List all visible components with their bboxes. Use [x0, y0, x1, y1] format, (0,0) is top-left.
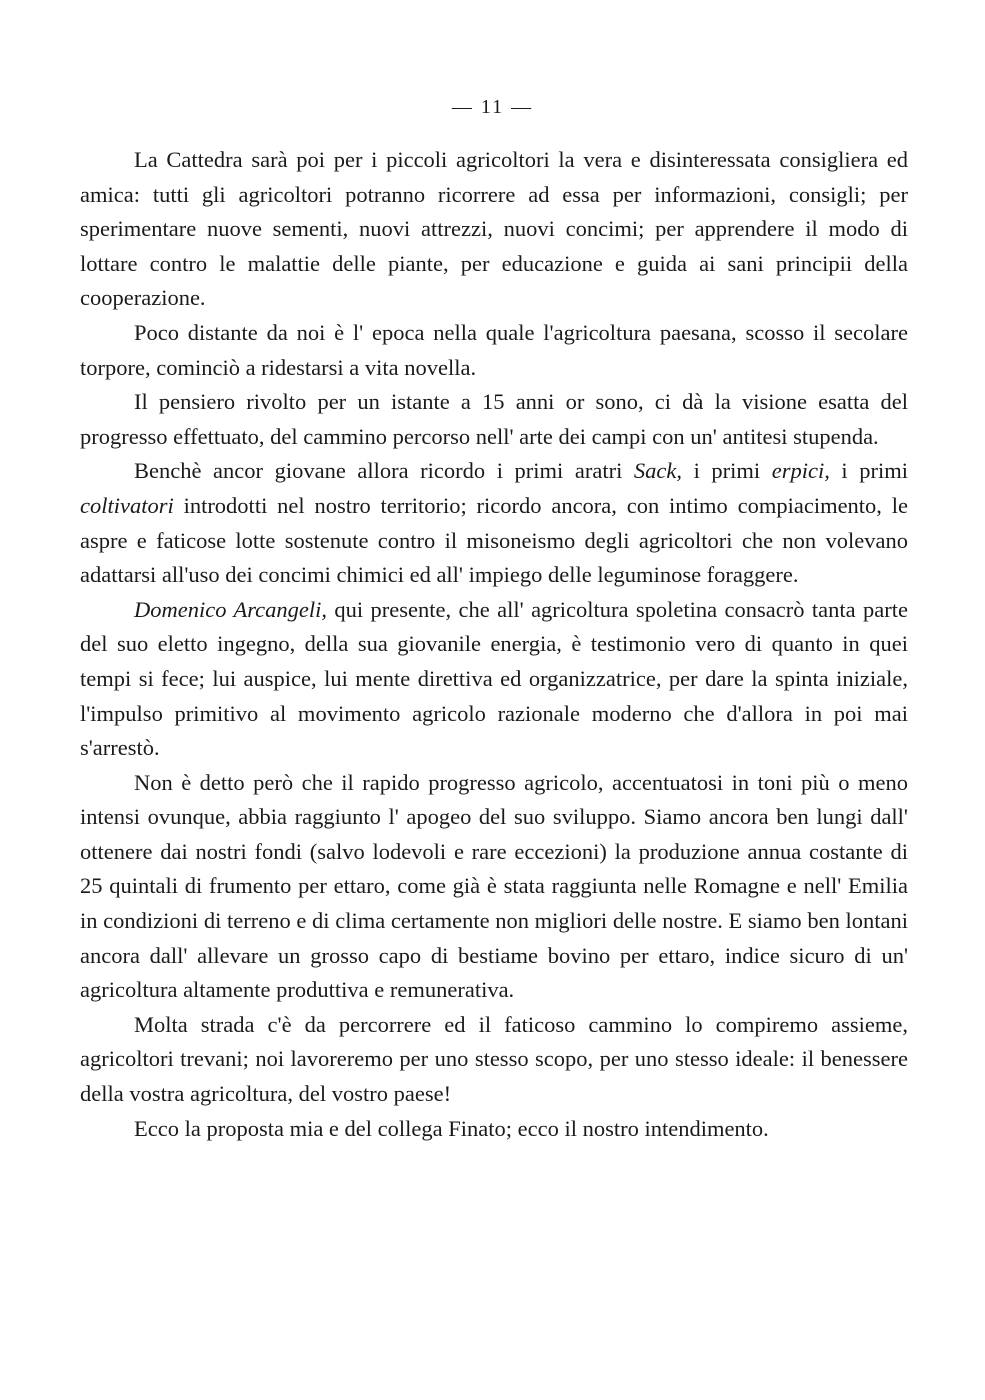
text-run: i primi [682, 458, 772, 484]
text-run: Benchè ancor giovane allora ricordo i primi aratri [134, 458, 634, 484]
text-run: Poco distante da noi è l' epoca nella quale l'agricoltura paesana, scosso il secolare torpore, cominciò a ridestarsi a vita novella. [80, 319, 908, 380]
text-run: i primi [829, 458, 909, 484]
text-run: qui presente, che all' agricoltura spoletina consacrò tanta parte del suo eletto ingegno, della sua giovanile energia, è testimonio vero di quanto in quei tempi si fece; lui auspice, lui mente direttiva ed organizzatrice, per dare la spinta iniziale, l'impulso primitivo al movimento agricolo razionale moderno che d'allora in poi mai s'arrestò. [80, 596, 908, 761]
text-run: La Cattedra sarà poi per i piccoli agricoltori la vera e disinteressata consigliera ed amica: tutti gli agricoltori potranno ricorrere ad essa per informazioni, consigli; per sperimentare nuove sementi, nuovi attrezzi, nuovi concimi; per apprendere il modo di lottare contro le malattie delle piante, per educazione e guida ai sani principii della cooperazione. [80, 147, 908, 311]
text-run: Non è detto però che il rapido progresso agricolo, accentuatosi in toni più o meno intensi ovunque, abbia raggiunto l' apogeo del suo sviluppo. Siamo ancora ben lungi dall' ottenere dai nostri fondi (salvo lodevoli e rare eccezioni) la produzione annua costante di 25 quintali di frumento per ettaro, come già è stata raggiunta nelle Romagne e nell' Emilia in condizioni di terreno e di clima certamente non migliori delle nostre. E siamo ben lontani ancora dall' allevare un grosso capo di bestiame bovino per ettaro, indice sicuro di un' agricoltura altamente produttiva e remunerativa. [80, 769, 908, 1003]
body-text [80, 143, 908, 1146]
paragraph [80, 454, 908, 592]
text-run: Molta strada c'è da percorrere ed il faticoso cammino lo compiremo assieme, agricoltori trevani; noi lavoreremo per uno stesso scopo, per uno stesso ideale: il benessere della vostra agricoltura, del vostro paese! [80, 1011, 908, 1107]
paragraph [80, 593, 908, 766]
paragraph [80, 385, 908, 454]
text-run: Ecco la proposta mia e del collega Finato; ecco il nostro intendimento. [134, 1115, 769, 1141]
text-run: Il pensiero rivolto per un istante a 15 anni or sono, ci dà la visione esatta del progresso effettuato, del cammino percorso nell' arte dei campi con un' antitesi stupenda. [80, 389, 908, 449]
paragraph [80, 143, 908, 316]
italic-text: Domenico Arcangeli, [134, 596, 327, 622]
page-number: — 11 — [451, 96, 534, 118]
text-run: introdotti nel nostro territorio; ricordo ancora, con intimo compiacimento, le aspre e faticose lotte sostenute contro il misoneismo degli agricoltori che non volevano adattarsi all'uso dei concimi chimici ed all' impiego delle leguminose foraggere. [80, 492, 908, 588]
italic-text: Sack, [633, 458, 683, 484]
paragraph [80, 316, 908, 385]
paragraph [80, 1112, 908, 1147]
italic-text: erpici, [771, 458, 830, 484]
italic-text: coltivatori [80, 492, 174, 518]
paragraph [80, 766, 908, 1008]
paragraph [80, 1008, 908, 1112]
